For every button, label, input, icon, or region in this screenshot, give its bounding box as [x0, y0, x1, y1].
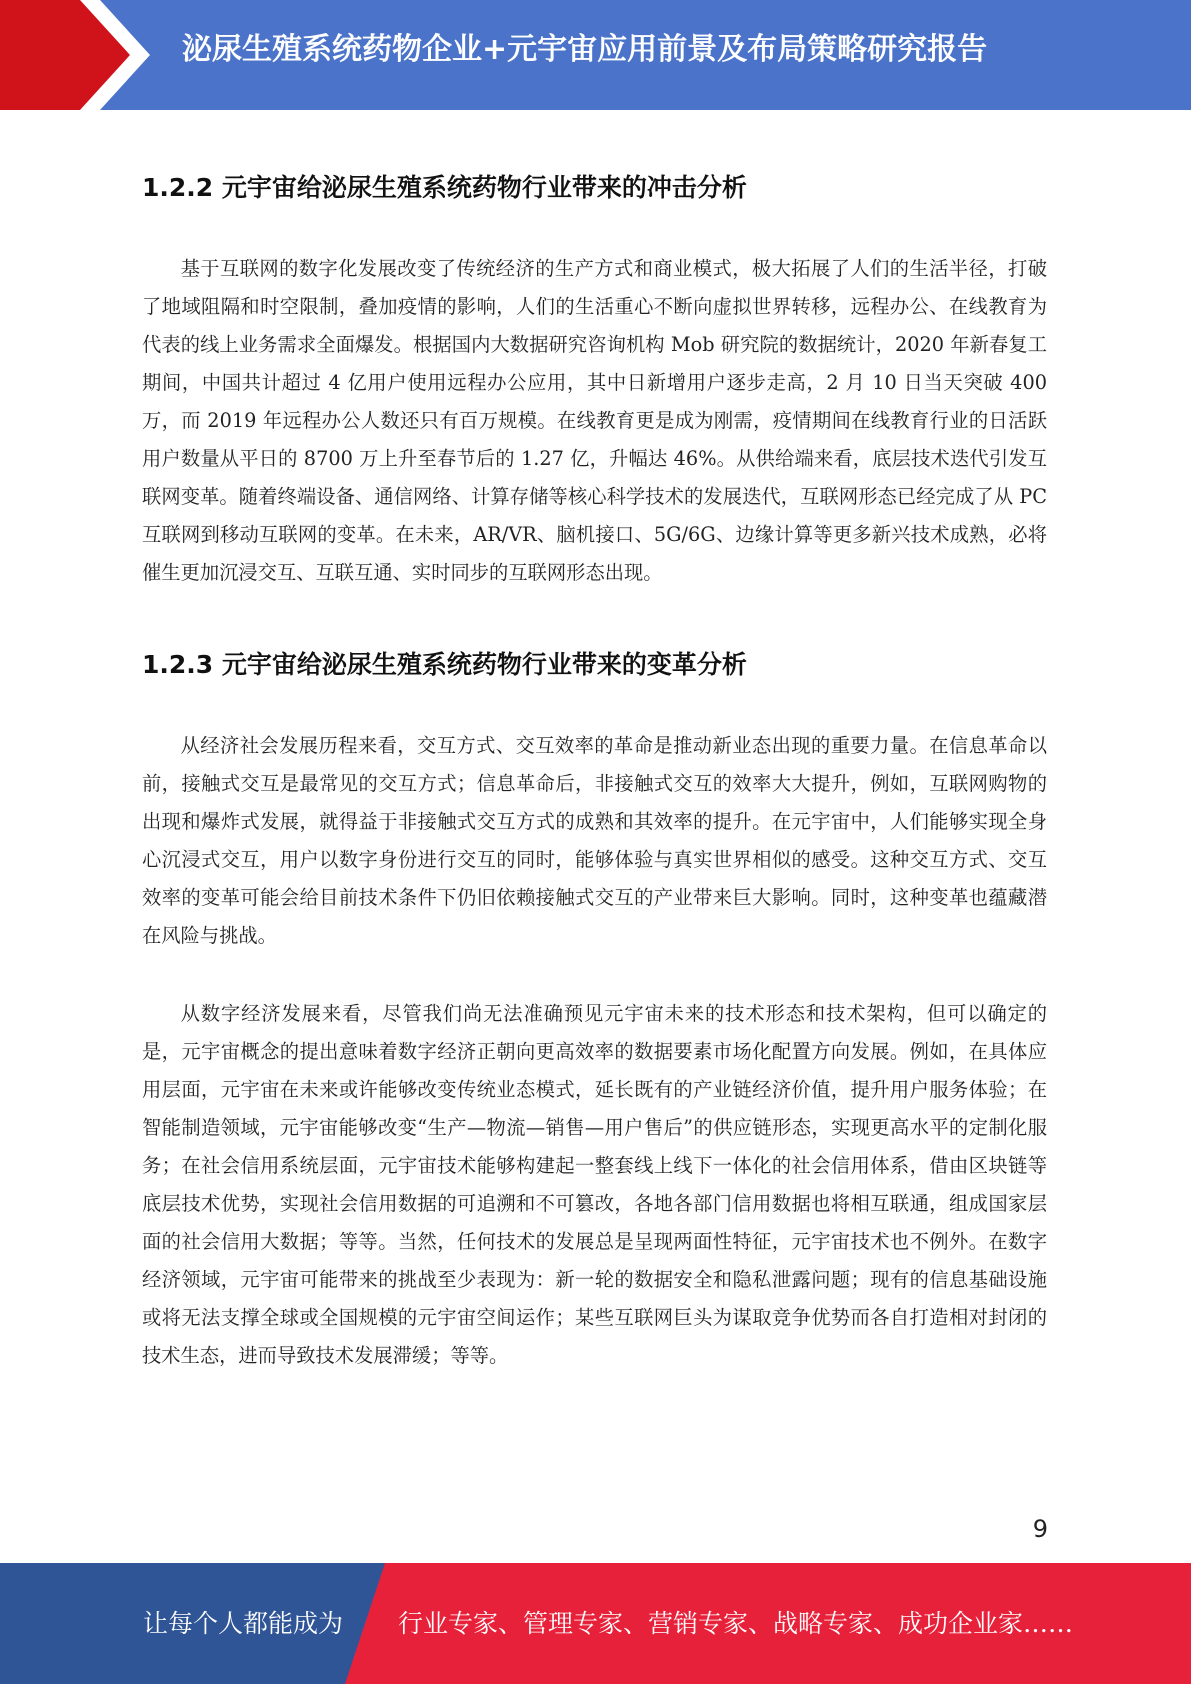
header-title: 泌尿生殖系统药物企业+元宇宙应用前景及布局策略研究报告: [182, 32, 988, 67]
page-footer: [0, 1563, 1191, 1684]
footer-slogan-left: 让每个人都能成为: [143, 1609, 344, 1638]
paragraph: 从经济社会发展历程来看，交互方式、交互效率的革命是推动新业态出现的重要力量。在信息革命以前，接触式交互是最常见的交互方式；信息革命后，非接触式交互的效率大大提升，例如，互联网购物的出现和爆炸式发展，就得益于非接触式交互方式的成熟和其效率的提升。在元宇宙中，人们能够实现全身心沉浸式交互，用户以数字身份进行交互的同时，能够体验与真实世界相似的感受。这种交互方式、交互效率的变革可能会给目前技术条件下仍旧依赖接触式交互的产业带来巨大影响。同时，这种变革也蕴藏潜在风险与挑战。: [142, 734, 1047, 947]
footer-slogan-right: 行业专家、管理专家、营销专家、战略专家、成功企业家……: [398, 1609, 1074, 1638]
document-body: [142, 160, 1047, 1375]
paragraph: 从数字经济发展来看，尽管我们尚无法准确预见元宇宙未来的技术形态和技术架构，但可以确定的是，元宇宙概念的提出意味着数字经济正朝向更高效率的数据要素市场化配置方向发展。例如，在具体应用层面，元宇宙在未来或许能够改变传统业态模式，延长既有的产业链经济价值，提升用户服务体验；在智能制造领域，元宇宙能够改变“生产—物流—销售—用户售后”的供应链形态，实现更高水平的定制化服务；在社会信用系统层面，元宇宙技术能够构建起一整套线上线下一体化的社会信用体系，借由区块链等底层技术优势，实现社会信用数据的可追溯和不可篡改，各地各部门信用数据也将相互联通，组成国家层面的社会信用大数据；等等。当然，任何技术的发展总是呈现两面性特征，元宇宙技术也不例外。在数字经济领域，元宇宙可能带来的挑战至少表现为：新一轮的数据安全和隐私泄露问题；现有的信息基础设施或将无法支撑全球或全国规模的元宇宙空间运作；某些互联网巨头为谋取竞争优势而各自打造相对封闭的技术生态，进而导致技术发展滞缓；等等。: [142, 1002, 1047, 1367]
page-header: [0, 0, 1191, 110]
page-number: 9: [1032, 1515, 1048, 1543]
section-heading: 1.2.2 元宇宙给泌尿生殖系统药物行业带来的冲击分析: [142, 173, 747, 202]
section-heading: 1.2.3 元宇宙给泌尿生殖系统药物行业带来的变革分析: [142, 650, 747, 679]
header-arrow-icon: [0, 0, 160, 110]
paragraph: 基于互联网的数字化发展改变了传统经济的生产方式和商业模式，极大拓展了人们的生活半径，打破了地域阻隔和时空限制，叠加疫情的影响，人们的生活重心不断向虚拟世界转移，远程办公、在线教育为代表的线上业务需求全面爆发。根据国内大数据研究咨询机构 Mob 研究院的数据统计，2020 年新春复工期间，中国共计超过 4 亿用户使用远程办公应用，其中日新增用户逐步走高，2 月 10 日当天突破 400 万，而 2019 年远程办公人数还只有百万规模。在线教育更是成为刚需，疫情期间在线教育行业的日活跃用户数量从平日的 8700 万上升至春节后的 1.27 亿，升幅达 46%。从供给端来看，底层技术迭代引发互联网变革。随着终端设备、通信网络、计算存储等核心科学技术的发展迭代，互联网形态已经完成了从 PC 互联网到移动互联网的变革。在未来，AR/VR、脑机接口、5G/6G、边缘计算等更多新兴技术成熟，必将催生更加沉浸交互、互联互通、实时同步的互联网形态出现。: [142, 257, 1047, 584]
